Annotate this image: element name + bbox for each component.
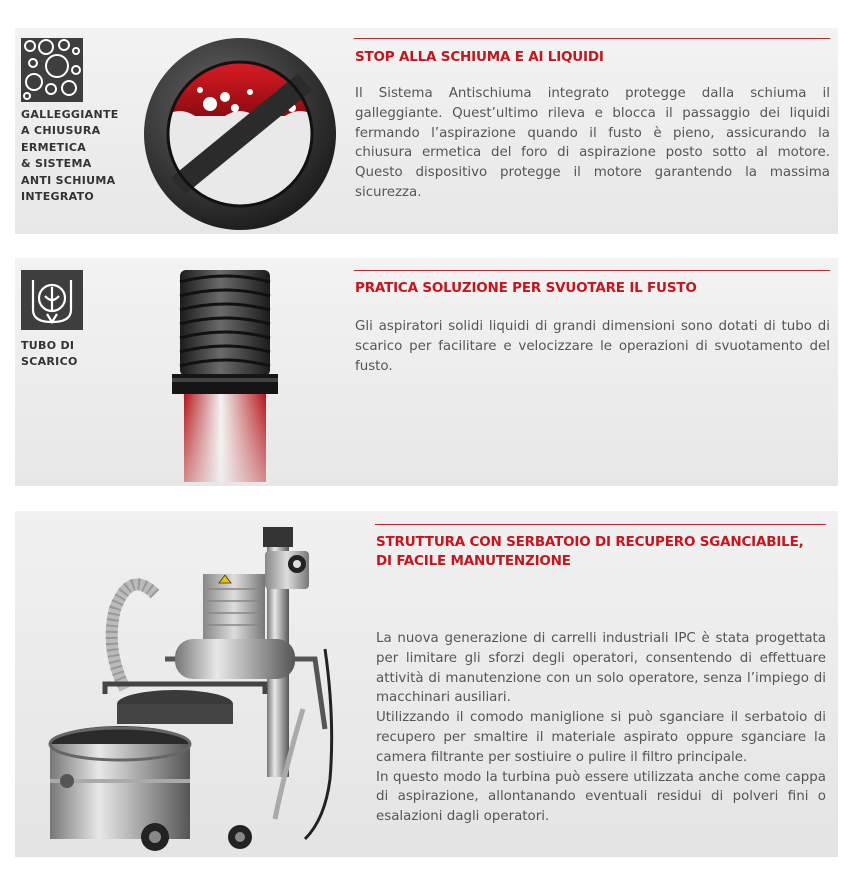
feature-panel-drain <box>15 258 838 486</box>
icon-label: GALLEGGIANTE A CHIUSURA ERMETICA & SISTEMA ANTI SCHIUMA INTEGRATO <box>21 108 119 204</box>
section-title-line: DI FACILE MANUTENZIONE <box>376 553 571 569</box>
section-rule <box>354 270 830 271</box>
feature-panel-structure <box>15 511 838 857</box>
body-paragraph: Utilizzando il comodo maniglione si può sganciare il serbatoio di recupero per smaltire il materiale aspirato oppure sganciare la camera filtrante per sostiuire o pulire il filtro principale. <box>376 710 826 765</box>
section-body <box>355 317 830 376</box>
body-paragraph: In questo modo la turbina può essere utilizzata anche come cappa di aspirazione, allontanando eventuali residui di polveri fini o esalazioni dagli operatori. <box>376 769 826 825</box>
body-paragraph: Gli aspiratori solidi liquidi di grandi dimensioni sono dotati di tubo di scarico per facilitare e velocizzare le operazioni di svuotamento del fusto. <box>355 319 830 374</box>
section-title-line: STRUTTURA CON SERBATOIO DI RECUPERO SGANCIABILE, <box>376 534 804 550</box>
section-title: PRATICA SOLUZIONE PER SVUOTARE IL FUSTO <box>355 280 697 296</box>
body-paragraph: Il Sistema Antischiuma integrato protegge dalla schiuma il galleggiante. Quest’ultimo rileva e blocca il passaggio dei liquidi fermando l’aspirazione quando il fusto è pieno, assicurando la chiusura ermetica del foro di aspirazione posto sotto al motore. Questo dispositivo protegge il motore garantendo la massima sicurezza. <box>355 86 830 200</box>
body-paragraph: La nuova generazione di carrelli industriali IPC è stata progettata per limitare gli sforzi degli operatori, consentendo di effettuare attività di manutenzione con un solo operatore, senza l’impiego di macchinari ausiliari. <box>376 631 826 706</box>
section-body <box>376 629 826 827</box>
drain-hose-icon <box>21 270 83 330</box>
section-title <box>376 533 804 571</box>
industrial-vacuum-illustration <box>35 519 355 861</box>
feature-panel-antifoam <box>15 28 838 234</box>
section-body <box>355 84 830 203</box>
bubbles-icon <box>21 38 83 102</box>
section-rule <box>375 524 826 525</box>
drain-hose-illustration <box>170 268 280 487</box>
icon-label: TUBO DI SCARICO <box>21 339 78 369</box>
section-rule <box>354 38 830 39</box>
no-foam-illustration <box>140 34 340 238</box>
section-title: STOP ALLA SCHIUMA E AI LIQUIDI <box>355 49 604 65</box>
